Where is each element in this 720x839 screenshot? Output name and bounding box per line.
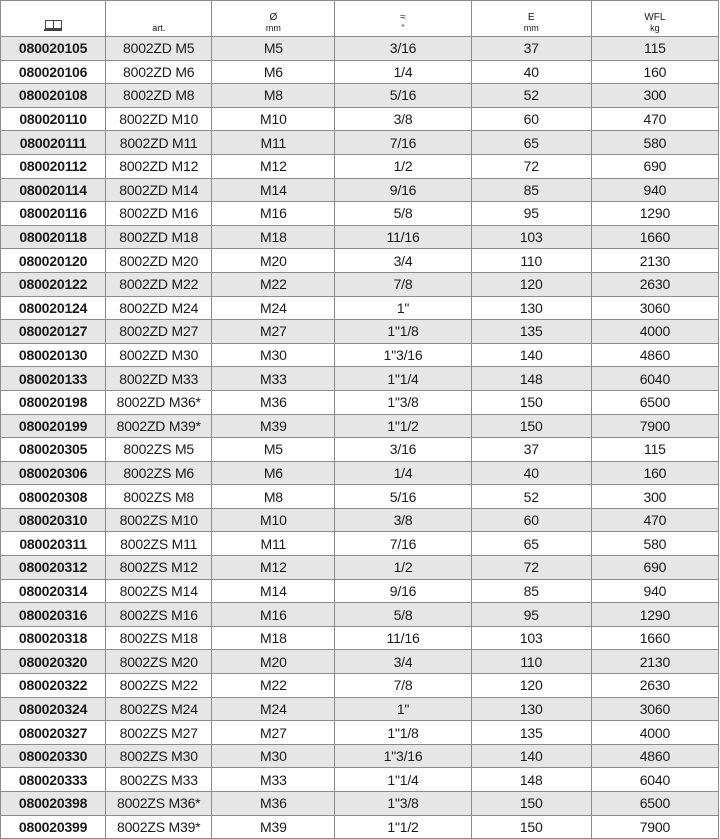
cell-code: 080020114 bbox=[1, 178, 106, 202]
table-row bbox=[1, 674, 719, 698]
cell-wfl: 4860 bbox=[591, 744, 718, 768]
cell-code: 080020110 bbox=[1, 107, 106, 131]
cell-article: 8002ZD M39* bbox=[106, 414, 212, 438]
cell-e: 148 bbox=[471, 768, 591, 792]
cell-inch: 9/16 bbox=[335, 579, 471, 603]
table-row bbox=[1, 272, 719, 296]
cell-inch: 7/8 bbox=[335, 272, 471, 296]
cell-inch: 1"3/16 bbox=[335, 343, 471, 367]
cell-diameter: M20 bbox=[212, 650, 335, 674]
cell-code: 080020310 bbox=[1, 508, 106, 532]
cell-diameter: M36 bbox=[212, 792, 335, 816]
cell-diameter: M30 bbox=[212, 744, 335, 768]
cell-diameter: M10 bbox=[212, 107, 335, 131]
cell-diameter: M22 bbox=[212, 674, 335, 698]
cell-e: 72 bbox=[471, 556, 591, 580]
table-row bbox=[1, 438, 719, 462]
table-row bbox=[1, 579, 719, 603]
cell-diameter: M6 bbox=[212, 60, 335, 84]
header-article-label: art. bbox=[152, 23, 166, 33]
cell-wfl: 115 bbox=[591, 37, 718, 61]
cell-article: 8002ZD M30 bbox=[106, 343, 212, 367]
table-row bbox=[1, 320, 719, 344]
cell-article: 8002ZD M22 bbox=[106, 272, 212, 296]
cell-wfl: 690 bbox=[591, 556, 718, 580]
cell-e: 120 bbox=[471, 674, 591, 698]
cell-e: 40 bbox=[471, 60, 591, 84]
cell-code: 080020322 bbox=[1, 674, 106, 698]
table-row bbox=[1, 296, 719, 320]
cell-article: 8002ZD M14 bbox=[106, 178, 212, 202]
cell-inch: 3/4 bbox=[335, 249, 471, 273]
cell-code: 080020398 bbox=[1, 792, 106, 816]
cell-article: 8002ZD M33 bbox=[106, 367, 212, 391]
cell-wfl: 4860 bbox=[591, 343, 718, 367]
cell-article: 8002ZD M36* bbox=[106, 390, 212, 414]
cell-wfl: 1660 bbox=[591, 225, 718, 249]
cell-diameter: M39 bbox=[212, 815, 335, 839]
cell-wfl: 2630 bbox=[591, 272, 718, 296]
cell-e: 150 bbox=[471, 414, 591, 438]
cell-code: 080020106 bbox=[1, 60, 106, 84]
wfl-unit: kg bbox=[650, 23, 660, 33]
table-row bbox=[1, 107, 719, 131]
cell-article: 8002ZD M6 bbox=[106, 60, 212, 84]
cell-code: 080020198 bbox=[1, 390, 106, 414]
cell-article: 8002ZS M24 bbox=[106, 697, 212, 721]
cell-wfl: 470 bbox=[591, 107, 718, 131]
cell-diameter: M8 bbox=[212, 84, 335, 108]
cell-article: 8002ZD M8 bbox=[106, 84, 212, 108]
cell-e: 140 bbox=[471, 343, 591, 367]
cell-e: 85 bbox=[471, 579, 591, 603]
cell-inch: 7/16 bbox=[335, 131, 471, 155]
cell-e: 60 bbox=[471, 508, 591, 532]
cell-inch: 7/16 bbox=[335, 532, 471, 556]
cell-inch: 5/16 bbox=[335, 84, 471, 108]
cell-code: 080020120 bbox=[1, 249, 106, 273]
cell-inch: 5/8 bbox=[335, 202, 471, 226]
cell-inch: 1" bbox=[335, 296, 471, 320]
cell-wfl: 6040 bbox=[591, 367, 718, 391]
cell-e: 110 bbox=[471, 650, 591, 674]
cell-inch: 3/8 bbox=[335, 107, 471, 131]
cell-code: 080020305 bbox=[1, 438, 106, 462]
header-article bbox=[106, 1, 212, 37]
cell-article: 8002ZS M36* bbox=[106, 792, 212, 816]
cell-article: 8002ZS M12 bbox=[106, 556, 212, 580]
table-row bbox=[1, 367, 719, 391]
cell-wfl: 300 bbox=[591, 485, 718, 509]
cell-diameter: M8 bbox=[212, 485, 335, 509]
cell-inch: 11/16 bbox=[335, 626, 471, 650]
cell-diameter: M11 bbox=[212, 131, 335, 155]
cell-article: 8002ZS M11 bbox=[106, 532, 212, 556]
cell-inch: 3/8 bbox=[335, 508, 471, 532]
cell-e: 60 bbox=[471, 107, 591, 131]
table-row bbox=[1, 37, 719, 61]
cell-diameter: M33 bbox=[212, 768, 335, 792]
cell-e: 110 bbox=[471, 249, 591, 273]
cell-diameter: M12 bbox=[212, 154, 335, 178]
cell-inch: 1" bbox=[335, 697, 471, 721]
table-row bbox=[1, 721, 719, 745]
cell-inch: 1/2 bbox=[335, 154, 471, 178]
table-row bbox=[1, 343, 719, 367]
table-row bbox=[1, 178, 719, 202]
cell-e: 85 bbox=[471, 178, 591, 202]
cell-inch: 1"1/2 bbox=[335, 414, 471, 438]
cell-wfl: 690 bbox=[591, 154, 718, 178]
cell-code: 080020130 bbox=[1, 343, 106, 367]
cell-inch: 9/16 bbox=[335, 178, 471, 202]
cell-diameter: M16 bbox=[212, 202, 335, 226]
cell-e: 52 bbox=[471, 84, 591, 108]
cell-e: 65 bbox=[471, 532, 591, 556]
e-symbol: E bbox=[527, 12, 535, 23]
cell-article: 8002ZS M30 bbox=[106, 744, 212, 768]
cell-code: 080020308 bbox=[1, 485, 106, 509]
cell-article: 8002ZS M33 bbox=[106, 768, 212, 792]
cell-diameter: M18 bbox=[212, 626, 335, 650]
table-row bbox=[1, 744, 719, 768]
cell-e: 130 bbox=[471, 296, 591, 320]
header-wfl bbox=[591, 1, 718, 37]
cell-article: 8002ZS M39* bbox=[106, 815, 212, 839]
table-row bbox=[1, 768, 719, 792]
cell-inch: 3/16 bbox=[335, 438, 471, 462]
cell-article: 8002ZD M12 bbox=[106, 154, 212, 178]
cell-diameter: M14 bbox=[212, 579, 335, 603]
cell-diameter: M11 bbox=[212, 532, 335, 556]
cell-wfl: 3060 bbox=[591, 296, 718, 320]
cell-inch: 1"1/2 bbox=[335, 815, 471, 839]
table-row bbox=[1, 556, 719, 580]
cell-article: 8002ZD M5 bbox=[106, 37, 212, 61]
cell-e: 103 bbox=[471, 626, 591, 650]
cell-code: 080020127 bbox=[1, 320, 106, 344]
cell-e: 150 bbox=[471, 390, 591, 414]
cell-article: 8002ZS M20 bbox=[106, 650, 212, 674]
cell-inch: 1"1/8 bbox=[335, 320, 471, 344]
cell-e: 40 bbox=[471, 461, 591, 485]
table-row bbox=[1, 390, 719, 414]
cell-code: 080020333 bbox=[1, 768, 106, 792]
cell-inch: 5/8 bbox=[335, 603, 471, 627]
cell-diameter: M27 bbox=[212, 721, 335, 745]
table-row bbox=[1, 697, 719, 721]
cell-article: 8002ZS M8 bbox=[106, 485, 212, 509]
e-unit: mm bbox=[523, 23, 539, 33]
cell-diameter: M27 bbox=[212, 320, 335, 344]
cell-diameter: M36 bbox=[212, 390, 335, 414]
cell-inch: 3/16 bbox=[335, 37, 471, 61]
cell-diameter: M6 bbox=[212, 461, 335, 485]
cell-code: 080020312 bbox=[1, 556, 106, 580]
cell-wfl: 2130 bbox=[591, 650, 718, 674]
cell-e: 130 bbox=[471, 697, 591, 721]
table-row bbox=[1, 84, 719, 108]
cell-diameter: M5 bbox=[212, 37, 335, 61]
cell-code: 080020318 bbox=[1, 626, 106, 650]
diameter-unit: mm bbox=[265, 23, 281, 33]
header-code bbox=[1, 1, 106, 37]
cell-diameter: M5 bbox=[212, 438, 335, 462]
cell-article: 8002ZD M20 bbox=[106, 249, 212, 273]
cell-inch: 1"1/4 bbox=[335, 367, 471, 391]
cell-wfl: 6500 bbox=[591, 390, 718, 414]
cell-wfl: 7900 bbox=[591, 414, 718, 438]
approx-symbol: ≈ bbox=[400, 12, 406, 23]
table-row bbox=[1, 626, 719, 650]
cell-diameter: M22 bbox=[212, 272, 335, 296]
cell-article: 8002ZS M27 bbox=[106, 721, 212, 745]
cell-e: 52 bbox=[471, 485, 591, 509]
cell-diameter: M39 bbox=[212, 414, 335, 438]
cell-wfl: 940 bbox=[591, 579, 718, 603]
cell-article: 8002ZS M14 bbox=[106, 579, 212, 603]
table-row bbox=[1, 508, 719, 532]
cell-inch: 7/8 bbox=[335, 674, 471, 698]
cell-diameter: M30 bbox=[212, 343, 335, 367]
cell-e: 72 bbox=[471, 154, 591, 178]
table-row bbox=[1, 249, 719, 273]
table-row bbox=[1, 60, 719, 84]
cell-e: 103 bbox=[471, 225, 591, 249]
cell-diameter: M10 bbox=[212, 508, 335, 532]
cell-code: 080020306 bbox=[1, 461, 106, 485]
cell-inch: 1"1/4 bbox=[335, 768, 471, 792]
header-diameter bbox=[212, 1, 335, 37]
cell-code: 080020108 bbox=[1, 84, 106, 108]
cell-article: 8002ZS M6 bbox=[106, 461, 212, 485]
cell-inch: 3/4 bbox=[335, 650, 471, 674]
cell-code: 080020133 bbox=[1, 367, 106, 391]
cell-diameter: M18 bbox=[212, 225, 335, 249]
cell-article: 8002ZS M18 bbox=[106, 626, 212, 650]
cell-code: 080020124 bbox=[1, 296, 106, 320]
cell-wfl: 160 bbox=[591, 461, 718, 485]
cell-diameter: M24 bbox=[212, 697, 335, 721]
cell-article: 8002ZD M11 bbox=[106, 131, 212, 155]
cell-inch: 1"1/8 bbox=[335, 721, 471, 745]
cell-e: 95 bbox=[471, 202, 591, 226]
cell-e: 150 bbox=[471, 815, 591, 839]
inch-unit: " bbox=[401, 23, 405, 33]
cell-wfl: 1660 bbox=[591, 626, 718, 650]
cell-inch: 1/4 bbox=[335, 60, 471, 84]
cell-code: 080020111 bbox=[1, 131, 106, 155]
cell-inch: 1"3/8 bbox=[335, 792, 471, 816]
cell-code: 080020311 bbox=[1, 532, 106, 556]
cell-inch: 1"3/8 bbox=[335, 390, 471, 414]
cell-e: 65 bbox=[471, 131, 591, 155]
cell-inch: 1"3/16 bbox=[335, 744, 471, 768]
cell-inch: 1/4 bbox=[335, 461, 471, 485]
cell-wfl: 580 bbox=[591, 532, 718, 556]
cell-diameter: M24 bbox=[212, 296, 335, 320]
cell-e: 37 bbox=[471, 37, 591, 61]
cell-code: 080020112 bbox=[1, 154, 106, 178]
cell-article: 8002ZS M5 bbox=[106, 438, 212, 462]
table-row bbox=[1, 792, 719, 816]
table-body bbox=[1, 37, 719, 839]
cell-code: 080020122 bbox=[1, 272, 106, 296]
table-row bbox=[1, 532, 719, 556]
cell-diameter: M12 bbox=[212, 556, 335, 580]
cell-wfl: 160 bbox=[591, 60, 718, 84]
cell-inch: 5/16 bbox=[335, 485, 471, 509]
cell-article: 8002ZS M16 bbox=[106, 603, 212, 627]
cell-diameter: M16 bbox=[212, 603, 335, 627]
cell-inch: 11/16 bbox=[335, 225, 471, 249]
cell-diameter: M20 bbox=[212, 249, 335, 273]
cell-e: 140 bbox=[471, 744, 591, 768]
cell-wfl: 7900 bbox=[591, 815, 718, 839]
cell-wfl: 115 bbox=[591, 438, 718, 462]
cell-e: 150 bbox=[471, 792, 591, 816]
cell-e: 135 bbox=[471, 320, 591, 344]
table-row bbox=[1, 225, 719, 249]
table-row bbox=[1, 414, 719, 438]
table-row bbox=[1, 461, 719, 485]
cell-e: 135 bbox=[471, 721, 591, 745]
cell-wfl: 470 bbox=[591, 508, 718, 532]
cell-e: 95 bbox=[471, 603, 591, 627]
cell-inch: 1/2 bbox=[335, 556, 471, 580]
cell-code: 080020327 bbox=[1, 721, 106, 745]
header-row bbox=[1, 1, 719, 37]
cell-code: 080020330 bbox=[1, 744, 106, 768]
cell-wfl: 300 bbox=[591, 84, 718, 108]
cell-code: 080020316 bbox=[1, 603, 106, 627]
cell-code: 080020320 bbox=[1, 650, 106, 674]
cell-wfl: 4000 bbox=[591, 320, 718, 344]
cell-wfl: 580 bbox=[591, 131, 718, 155]
cell-diameter: M14 bbox=[212, 178, 335, 202]
table-row bbox=[1, 202, 719, 226]
cell-article: 8002ZS M10 bbox=[106, 508, 212, 532]
cell-diameter: M33 bbox=[212, 367, 335, 391]
table-row bbox=[1, 154, 719, 178]
table-row bbox=[1, 603, 719, 627]
header-inch bbox=[335, 1, 471, 37]
cell-code: 080020399 bbox=[1, 815, 106, 839]
cell-article: 8002ZD M24 bbox=[106, 296, 212, 320]
cell-article: 8002ZS M22 bbox=[106, 674, 212, 698]
cell-code: 080020116 bbox=[1, 202, 106, 226]
cell-e: 148 bbox=[471, 367, 591, 391]
cell-article: 8002ZD M16 bbox=[106, 202, 212, 226]
cell-wfl: 4000 bbox=[591, 721, 718, 745]
table-row bbox=[1, 131, 719, 155]
cell-wfl: 6040 bbox=[591, 768, 718, 792]
cell-code: 080020118 bbox=[1, 225, 106, 249]
header-e bbox=[471, 1, 591, 37]
cell-article: 8002ZD M18 bbox=[106, 225, 212, 249]
cell-code: 080020199 bbox=[1, 414, 106, 438]
cell-e: 120 bbox=[471, 272, 591, 296]
cell-e: 37 bbox=[471, 438, 591, 462]
wfl-symbol: WFL bbox=[644, 12, 666, 23]
cell-article: 8002ZD M10 bbox=[106, 107, 212, 131]
cell-wfl: 6500 bbox=[591, 792, 718, 816]
table-row bbox=[1, 485, 719, 509]
table-row bbox=[1, 815, 719, 839]
cell-wfl: 3060 bbox=[591, 697, 718, 721]
cell-wfl: 1290 bbox=[591, 603, 718, 627]
cell-code: 080020314 bbox=[1, 579, 106, 603]
cell-wfl: 2130 bbox=[591, 249, 718, 273]
cell-wfl: 940 bbox=[591, 178, 718, 202]
table-header bbox=[1, 1, 719, 37]
diameter-symbol: Ø bbox=[269, 12, 278, 23]
cell-wfl: 2630 bbox=[591, 674, 718, 698]
cell-wfl: 1290 bbox=[591, 202, 718, 226]
book-icon bbox=[44, 19, 62, 31]
table-row bbox=[1, 650, 719, 674]
cell-code: 080020324 bbox=[1, 697, 106, 721]
cell-code: 080020105 bbox=[1, 37, 106, 61]
cell-article: 8002ZD M27 bbox=[106, 320, 212, 344]
